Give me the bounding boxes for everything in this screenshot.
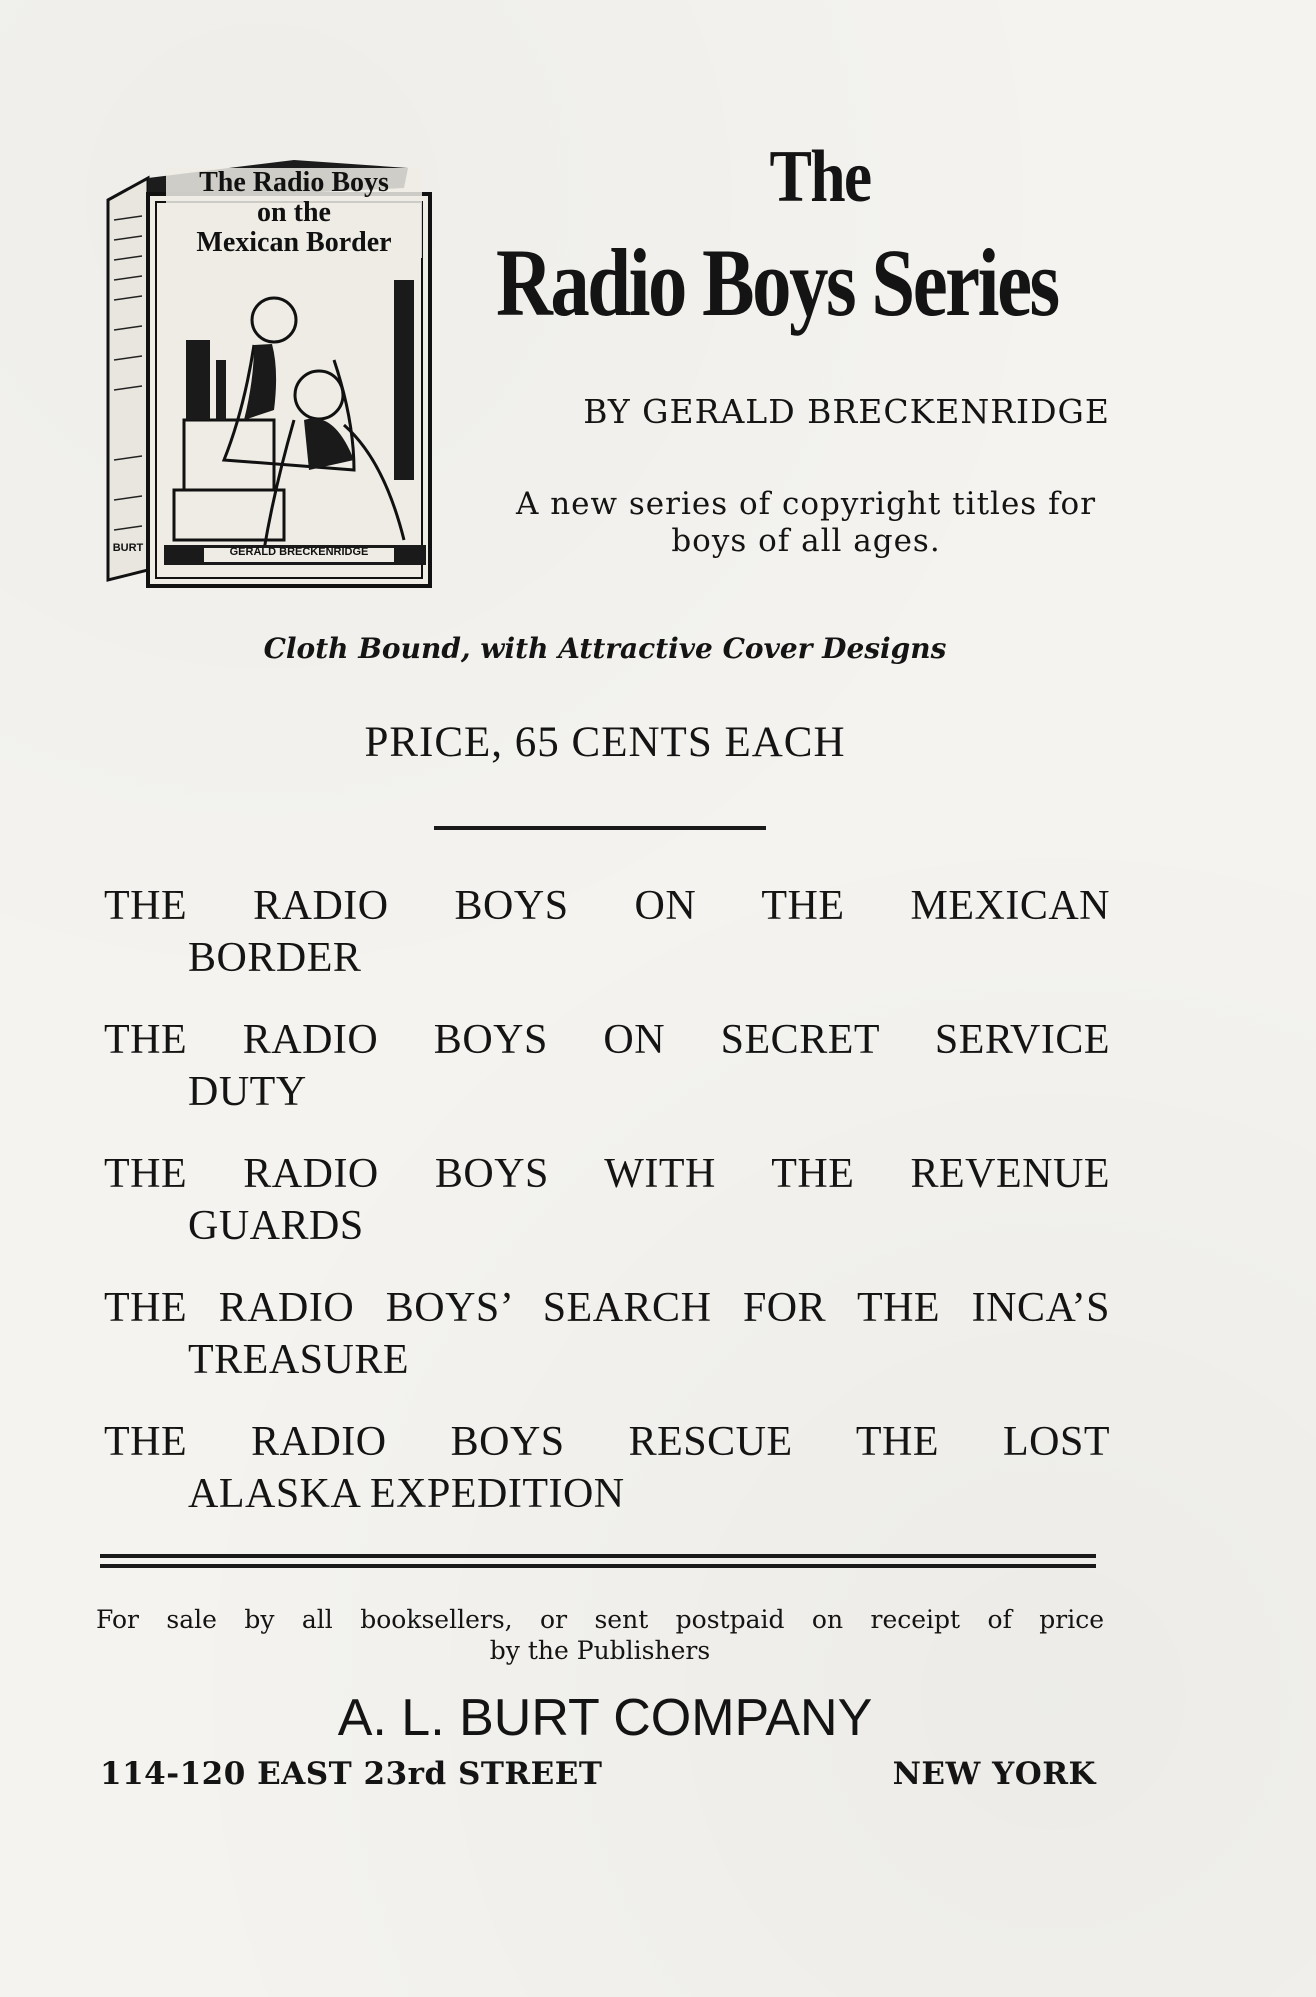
list-item: [104, 1148, 1110, 1252]
list-item: [104, 1416, 1110, 1520]
book-title-list: [104, 880, 1110, 1550]
list-item: [104, 1014, 1110, 1118]
book-cover-title-line2: on the: [257, 197, 331, 228]
sale-note-line1: For sale by all booksellers, or sent postpaid on receipt of price: [96, 1605, 1104, 1634]
publisher-street-address: 114-120 EAST 23rd STREET: [100, 1756, 603, 1792]
title-the: The: [769, 136, 871, 218]
list-item: [104, 880, 1110, 984]
book-spine-publisher: BURT: [112, 542, 144, 554]
book-cover-title-line1: The Radio Boys: [199, 167, 389, 198]
series-title: Radio Boys Series: [496, 229, 1058, 336]
book-title-line1: THE RADIO BOYS’ SEARCH FOR THE INCA’S: [104, 1285, 1110, 1331]
book-title-line1: THE RADIO BOYS WITH THE REVENUE: [104, 1151, 1110, 1197]
book-cover-illustration: [104, 160, 434, 590]
binding-note: Cloth Bound, with Attractive Cover Designs: [263, 632, 947, 665]
double-divider-rule: [100, 1554, 1096, 1568]
author-byline: BY GERALD BRECKENRIDGE: [583, 392, 1110, 431]
book-title-line2: BORDER: [188, 935, 362, 981]
publisher-address-row: [100, 1756, 1096, 1792]
book-title-line1: THE RADIO BOYS RESCUE THE LOST: [104, 1419, 1110, 1465]
book-title-line2: TREASURE: [188, 1337, 410, 1383]
book-cover-title: [166, 168, 422, 258]
price: PRICE, 65 CENTS EACH: [364, 719, 846, 766]
list-item: [104, 1282, 1110, 1386]
publisher-name: A. L. BURT COMPANY: [337, 1689, 873, 1747]
divider-rule: [434, 826, 766, 830]
publisher-city: NEW YORK: [892, 1756, 1096, 1792]
book-cover-author: GERALD BRECKENRIDGE: [229, 546, 369, 558]
sale-note: [96, 1604, 1104, 1667]
series-description: A new series of copyright titles for boys of all ages.: [515, 486, 1097, 560]
book-title-line2: ALASKA EXPEDITION: [188, 1471, 625, 1517]
sale-note-line2: by the Publishers: [489, 1636, 711, 1666]
book-title-line1: THE RADIO BOYS ON SECRET SERVICE: [104, 1017, 1110, 1063]
book-title-line2: DUTY: [188, 1069, 307, 1115]
book-title-line1: THE RADIO BOYS ON THE MEXICAN: [104, 883, 1110, 929]
book-title-line2: GUARDS: [188, 1203, 364, 1249]
book-cover-title-line3: Mexican Border: [196, 227, 392, 258]
